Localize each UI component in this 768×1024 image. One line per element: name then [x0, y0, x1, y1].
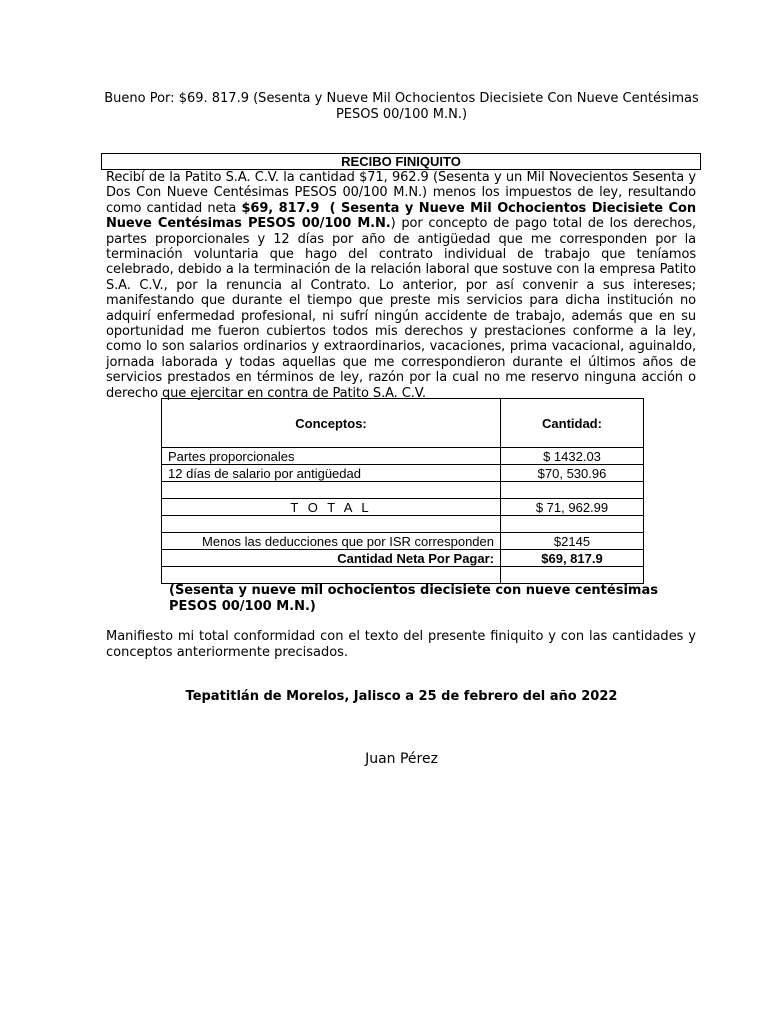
header-conceptos: Conceptos: [162, 399, 501, 448]
neta-label-cell: Cantidad Neta Por Pagar: [162, 550, 501, 567]
bueno-por-line: Bueno Por: $69. 817.9 (Sesenta y Nueve Mil Ochocientos Diecisiete Con Nueve Centésimas PESOS 00/100 M.N.) [104, 91, 699, 122]
paren-close: ) [390, 216, 396, 232]
place-date-line: Tepatitlán de Morelos, Jalisco a 25 de febrero del año 2022 [185, 689, 618, 704]
concepto-cell [162, 482, 501, 499]
table-row [162, 516, 644, 533]
table-header-row [162, 399, 644, 448]
table-row [162, 499, 644, 516]
concepto-cell [162, 567, 501, 584]
cantidad-cell: $ 1432.03 [501, 448, 644, 465]
deducciones-amount-cell: $2145 [501, 533, 644, 550]
document-title: RECIBO FINIQUITO [101, 153, 701, 170]
recibo-text-part1: Recibí de la Patito S.A. C.V. la cantidad $71, 962.9 (Sesenta y un Mil Novecientos Sesenta y Dos Con Nueve Centésimas PESOS 00/100 M.N.) menos los impuestos de ley, resultando como cantidad neta [106, 170, 696, 216]
table-row [162, 448, 644, 465]
deducciones-label-cell: Menos las deducciones que por ISR corresponden [162, 533, 501, 550]
table-row [162, 482, 644, 499]
amount-in-words: (Sesenta y nueve mil ochocientos diecisiete con nueve centésimas PESOS 00/100 M.N.) [169, 583, 658, 614]
recibo-paragraph [106, 170, 696, 401]
table-row [162, 533, 644, 550]
net-amount-words: ( Sesenta y Nueve Mil Ochocientos Diecisiete Con Nueve Centésimas PESOS 00/100 M.N. [106, 200, 696, 232]
concepto-cell: 12 días de salario por antigüedad [162, 465, 501, 482]
recibo-text-part2: por concepto de pago total de los derechos, partes proporcionales y 12 días por año de antigüedad que me corresponden por la terminación voluntaria que hago del contrato individual de trabajo que teníamos celebrado, debido a la terminación de la relación laboral que sostuve con la empresa Patito S.A. C.V., por la renuncia al Contrato. Lo anterior, por así convenir a sus intereses; manifestando que durante el tiempo que preste mis servicios para dicha institución no adquirí enfermedad profesional, ni sufrí ningún accidente de trabajo, además que en su oportunidad me fueron cubiertos todos mis derechos y prestaciones conforme a la ley, como lo son salarios ordinarios y extraordinarios, vacaciones, prima vacacional, aguinaldo, jornada laborada y todas aquellas que me correspondieron durante el últimos años de servicios prestados en términos de ley, razón por la cual no me reservo ninguna acción o derecho que ejercitar en contra de Patito S.A. C.V. [106, 216, 696, 401]
net-amount: $69, 817.9 [241, 200, 320, 216]
neta-amount-cell: $69, 817.9 [501, 550, 644, 567]
header-cantidad: Cantidad: [501, 399, 644, 448]
cantidad-cell [501, 516, 644, 533]
cantidad-cell [501, 567, 644, 584]
concepto-cell [162, 516, 501, 533]
table-row [162, 567, 644, 584]
total-amount-cell: $ 71, 962.99 [501, 499, 644, 516]
conformidad-paragraph: Manifiesto mi total conformidad con el texto del presente finiquito y con las cantidades y conceptos anteriormente precisados. [106, 629, 696, 660]
total-label-cell: T O T A L [162, 499, 501, 516]
concepto-cell: Partes proporcionales [162, 448, 501, 465]
table-row [162, 550, 644, 567]
conceptos-table [161, 398, 644, 584]
cantidad-cell [501, 482, 644, 499]
cantidad-cell: $70, 530.96 [501, 465, 644, 482]
signature-name: Juan Pérez [365, 751, 438, 767]
table-row [162, 465, 644, 482]
